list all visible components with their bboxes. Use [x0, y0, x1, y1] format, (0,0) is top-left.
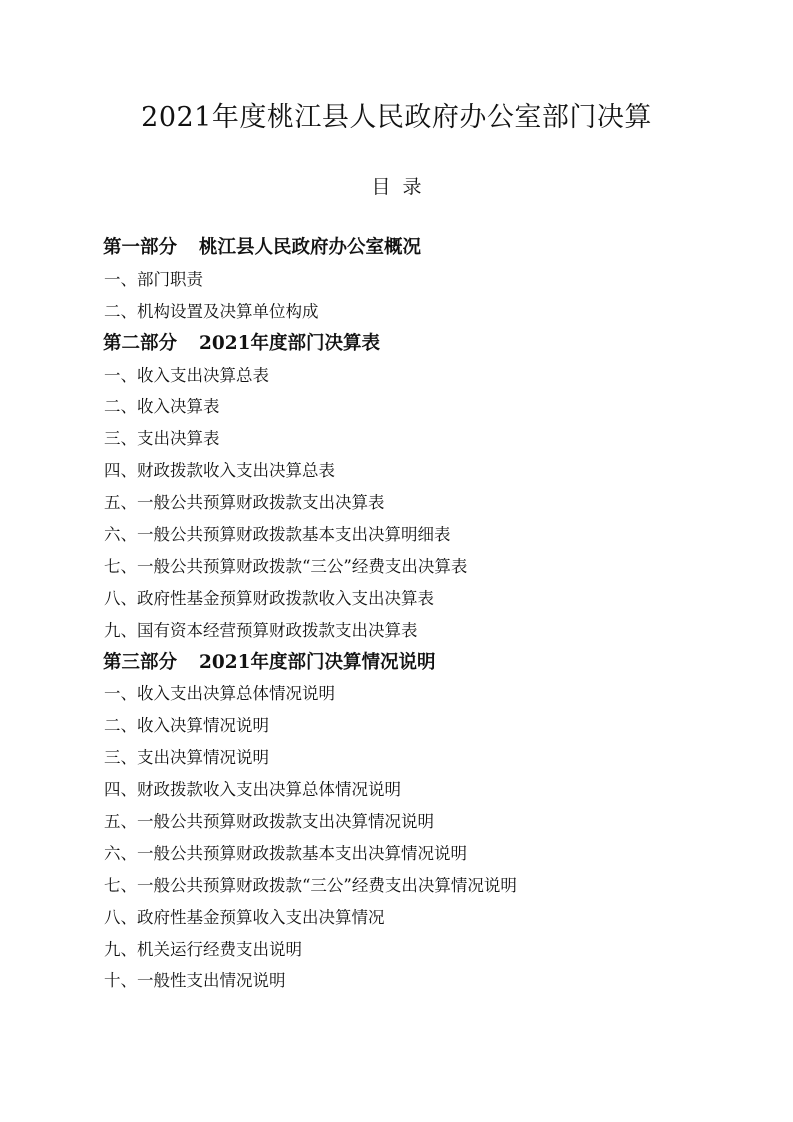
toc-item[interactable]: 五、一般公共预算财政拨款支出决算表 [104, 493, 385, 513]
toc-part-1-heading[interactable] [103, 232, 723, 264]
table-of-contents [103, 232, 723, 997]
toc-item[interactable]: 一、收入支出决算总表 [104, 365, 269, 385]
toc-item[interactable]: 九、机关运行经费支出说明 [104, 939, 302, 959]
toc-item[interactable]: 七、一般公共预算财政拨款“三公”经费支出决算表 [104, 556, 468, 576]
toc-item[interactable]: 一、部门职责 [104, 269, 203, 289]
toc-part-2-heading[interactable] [103, 328, 723, 360]
toc-item[interactable]: 十、一般性支出情况说明 [104, 971, 286, 991]
toc-item[interactable]: 五、一般公共预算财政拨款支出决算情况说明 [104, 812, 434, 832]
toc-item[interactable]: 二、收入决算情况说明 [104, 716, 269, 736]
part-heading: 2021年度部门决算情况说明 [199, 651, 436, 673]
toc-item[interactable]: 六、一般公共预算财政拨款基本支出决算明细表 [104, 525, 451, 545]
part-heading: 桃江县人民政府办公室概况 [199, 237, 422, 258]
toc-part-3-heading[interactable] [103, 647, 723, 679]
document-title: 2021年度桃江县人民政府办公室部门决算 [141, 102, 652, 133]
part-label: 第三部分 [103, 651, 178, 673]
toc-item[interactable]: 九、国有资本经营预算财政拨款支出决算表 [104, 620, 418, 640]
toc-subtitle: 目 录 [371, 176, 422, 198]
toc-item[interactable]: 四、财政拨款收入支出决算总体情况说明 [104, 780, 401, 800]
toc-item[interactable]: 二、收入决算表 [104, 397, 220, 417]
part-heading: 2021年度部门决算表 [199, 332, 381, 354]
part-label: 第二部分 [103, 332, 178, 354]
toc-item[interactable]: 七、一般公共预算财政拨款“三公”经费支出决算情况说明 [104, 875, 517, 895]
toc-item[interactable]: 四、财政拨款收入支出决算总表 [104, 461, 335, 481]
toc-item[interactable]: 一、收入支出决算总体情况说明 [104, 684, 335, 704]
toc-item[interactable]: 六、一般公共预算财政拨款基本支出决算情况说明 [104, 843, 467, 863]
part-label: 第一部分 [103, 237, 178, 258]
toc-item[interactable]: 八、政府性基金预算收入支出决算情况 [104, 907, 385, 927]
toc-item[interactable]: 三、支出决算表 [104, 429, 220, 449]
toc-item[interactable]: 三、支出决算情况说明 [104, 748, 269, 768]
toc-item[interactable]: 八、政府性基金预算财政拨款收入支出决算表 [104, 588, 434, 608]
toc-item[interactable]: 二、机构设置及决算单位构成 [104, 301, 319, 321]
